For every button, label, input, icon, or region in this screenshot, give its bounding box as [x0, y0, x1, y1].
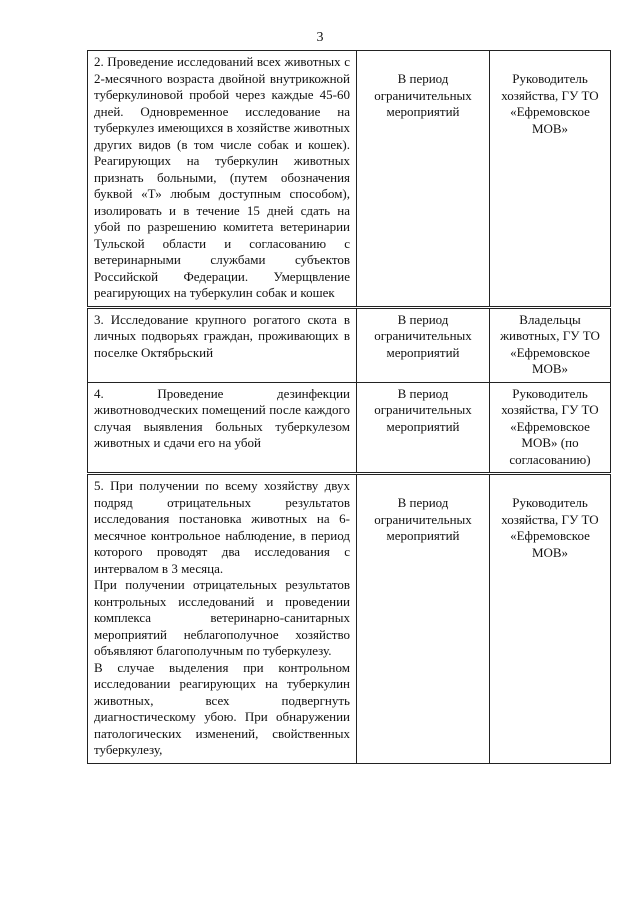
- responsible-cell: Руководитель хозяйства, ГУ ТО «Ефремовское МОВ» (по согласованию): [490, 382, 611, 474]
- measure-paragraph: В случае выделения при контрольном исследовании реагирующих на туберкулин животных, всех подвергнуть диагностическому убою. При обнаружении патологических изменений, свойственных туберкулезу,: [94, 659, 350, 757]
- table-row: [88, 382, 611, 474]
- measure-paragraph: 5. При получении по всему хозяйству двух подряд отрицательных результатов исследования постановка животных на 6-месячное контрольное наблюдение, в период которого проводят два исследования с интервалом в 3 месяца.: [94, 478, 350, 576]
- table-row: [88, 474, 611, 764]
- page-number: 3: [316, 30, 324, 45]
- responsible-cell: Руководитель хозяйства, ГУ ТО «Ефремовское МОВ»: [490, 51, 611, 308]
- responsible-cell: Руководитель хозяйства, ГУ ТО «Ефремовское МОВ»: [490, 474, 611, 764]
- period-cell: В период ограничительных мероприятий: [357, 382, 490, 474]
- measure-cell: 3. Исследование крупного рогатого скота в личных подворьях граждан, проживающих в поселке Октябрьский: [88, 307, 357, 382]
- measures-table: [87, 50, 611, 764]
- period-cell: В период ограничительных мероприятий: [357, 307, 490, 382]
- measure-cell: [88, 474, 357, 764]
- table-row: [88, 51, 611, 308]
- responsible-cell: Владельцы животных, ГУ ТО «Ефремовское МОВ»: [490, 307, 611, 382]
- measure-paragraph: При получении отрицательных результатов контрольных исследований и проведении комплекса ветеринарно-санитарных мероприятий неблагополучное хозяйство объявляют благополучным по туберкулезу.: [94, 577, 350, 658]
- table-row: [88, 307, 611, 382]
- measure-cell: 4. Проведение дезинфекции животноводческих помещений после каждого случая выявления больных туберкулезом животных и сдачи его на убой: [88, 382, 357, 474]
- period-cell: В период ограничительных мероприятий: [357, 51, 490, 308]
- period-cell: В период ограничительных мероприятий: [357, 474, 490, 764]
- measure-cell: 2. Проведение исследований всех животных с 2-месячного возраста двойной внутрикожной туберкулиновой пробой через каждые 45-60 дней. Одновременное исследование на туберкулез имеющихся в хозяйстве животных других видов (в том числе собак и кошек). Реагирующих на туберкулин животных признать больными, (путем обозначения буквой «Т» любым доступным способом), изолировать и в течение 15 дней сдать на убой по разрешению комитета ветеринарии Тульской области и согласованию с ветеринарными службами субъектов Российской Федерации. Умерщвление реагирующих на туберкулин собак и кошек: [88, 51, 357, 308]
